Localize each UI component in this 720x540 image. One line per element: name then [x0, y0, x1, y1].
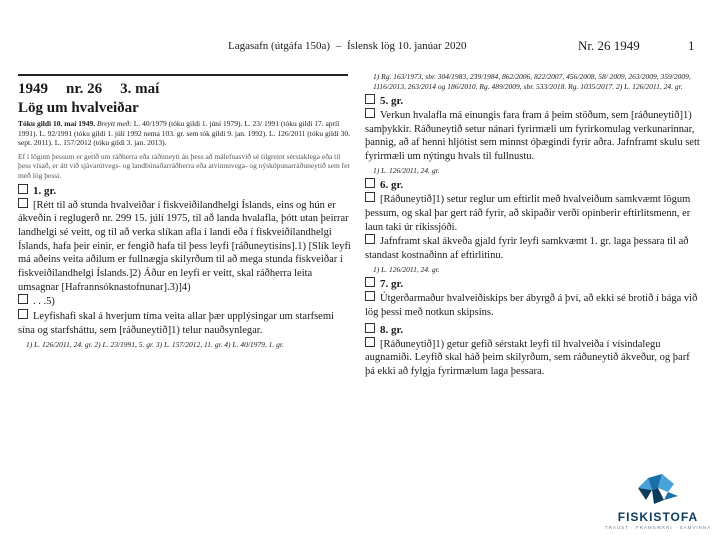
law-title: Lög um hvalveiðar	[18, 100, 139, 116]
ministry-note: Ef í lögum þessum er getið um ráðherra eða ráðuneyti án þess að málefnasvið sé tilgreint sérstaklega eða til þess vísað, er átt við sjávarútvegs- og landbúnaðarráðherra eða atvinnuvega- og nýsköpunarráðuneytið sem fer með lög þessi.	[18, 151, 350, 180]
section-heading: 6. gr.	[365, 178, 700, 192]
page-header	[0, 38, 720, 54]
paragraph: . . .5)	[18, 294, 352, 309]
bottom-fade	[0, 478, 600, 540]
fiskistofa-logo	[602, 470, 714, 536]
law-history	[18, 119, 352, 148]
paragraph: Verkun hvalafla má einungis fara fram á þeim stöðum, sem [ráðuneytið]1) samþykkir. Ráðuneytið setur nánari fyrirmæli um fyrirkomulag verkunarinnar, þannig, að af henni hljótist sem minnst óþægindi fyrir aðra. Jafnframt skulu sett fyrirmæli um nýtingu hvals til fullnustu.	[365, 110, 700, 163]
effective-label: Tóku gildi 10. maí 1949.	[18, 119, 96, 128]
section-heading: 7. gr.	[365, 277, 700, 291]
paragraph-box-icon	[18, 294, 28, 304]
paragraph-box-icon	[365, 337, 375, 347]
logo-shard	[638, 488, 652, 500]
paragraph-box-icon	[365, 234, 375, 244]
amendments-text: L. 40/1979 (tóku gildi 1. júní 1979). L. 23/ 1991 (tóku gildi 17. apríl 1991). L. 92/1991 (tóku gildi 1. júlí 1992 nema 103. gr. sem tók gildi 9. jan. 1992). L. 126/2011 (tóku gildi 30. sept. 2011). L. 157/2012 (tóku gildi 3. jan. 2013).	[18, 119, 350, 148]
logo-shard	[664, 492, 678, 500]
footnote: 1) L. 126/2011, 24. gr.	[373, 165, 440, 175]
paragraph: Leyfishafi skal á hverjum tíma veita allar þær upplýsingar um starfsemi sína og starfsháttu, sem [ráðuneytið]1) telur nauðsynlegar.	[18, 311, 334, 336]
law-heading	[18, 80, 352, 98]
header-source-line	[228, 40, 466, 52]
section-heading: 1. gr.	[18, 184, 352, 198]
paragraph-box-icon	[18, 309, 28, 319]
section-box-icon	[365, 277, 375, 287]
paragraph: Jafnframt skal ákveða gjald fyrir leyfi samkvæmt 1. gr. laga þessara til að standast kostnaðinn af eftirlitinu.	[365, 236, 689, 262]
section-box-icon	[18, 184, 28, 194]
logo-shard	[652, 488, 664, 504]
section-box-icon	[365, 178, 375, 188]
paragraph: [Rétt til að stunda hvalveiðar í fiskveiðilandhelgi Íslands, eins og hún er ákveðin í reglugerð nr. 299 15. júlí 1975, til að landa hvalafla, þótt utan þeirrar landhelgi sé veitt, og til að verka slíkan afla í landi eða í fiskveiðilandhelgi Íslands, hafa þeir einir, er fengið hafa til þess leyfi [ráðuneytisins].1) [Slík leyfi má aðeins veita aðilum er fullnægja skilyrðum til að mega stunda fiskveiðar í fiskveiðilandhelgi Íslands.]2) Áður en leyfi er veitt, skal ráðherra leita umsagnar [Hafrannsóknastofnunar].3)]4)	[18, 199, 351, 293]
footnote: 1) L. 126/2011, 24. gr. 2) L. 23/1991, 5. gr. 3) L. 157/2012, 11. gr. 4) L. 40/1979, 1. gr.	[26, 339, 284, 349]
header-separator: –	[335, 40, 342, 52]
paragraph-box-icon	[18, 198, 28, 208]
left-column	[18, 80, 352, 349]
law-year: 1949	[18, 81, 48, 97]
section-heading: 8. gr.	[365, 323, 700, 337]
footnote: 1) L. 126/2011, 24. gr.	[373, 264, 440, 274]
fish-mark-icon	[602, 470, 714, 510]
section-box-icon	[365, 323, 375, 333]
logo-name: FISKISTOFA	[617, 510, 699, 524]
paragraph: [Ráðuneytið]1) getur gefið sérstakt leyfi til hvalveiða í vísindalegu augnamiði. Leyfið skal háð þeim skilyrðum, sem ráðuneytið ákveður, og þarf þá ekki að fylgja fyrirmælum laga þessara.	[365, 338, 690, 378]
logo-tagline: TRAUST · FRAMSÆKNI · SAMVINNA	[604, 525, 712, 530]
paragraph-box-icon	[365, 192, 375, 202]
amended-label: Breytt með:	[96, 119, 132, 128]
law-number: nr. 26	[66, 81, 103, 97]
footnote: 1) Rg. 163/1973, sbr. 304/1983, 239/1984, 862/2006, 822/2007, 456/2008, 58/ 2009, 263/2009, 359/2009, 1116/2013, 263/2014 og 186/2010. Rg. 489/2009, sbr. 533/2018. Rg. 1035/2017. 2) L. 126/2011, 24. gr.	[373, 72, 691, 91]
paragraph-box-icon	[365, 108, 375, 118]
paragraph-box-icon	[365, 291, 375, 301]
paragraph: Útgerðarmaður hvalveiðiskips ber ábyrgð á því, að ekki sé brotið í bága við lög þessi með notkun skipsins.	[365, 293, 698, 319]
header-edition: Íslensk lög 10. janúar 2020	[347, 40, 467, 52]
title-rule	[18, 74, 348, 76]
paragraph: [Ráðuneytið]1) setur reglur um eftirlit með hvalveiðum samkvæmt lögum þessum, og skal þar gert ráð fyrir, að skipaðir verði opinberir eftirlitsmenn, er laun taki úr ríkissjóði.	[365, 194, 691, 233]
law-date: 3. maí	[120, 81, 160, 97]
header-source: Lagasafn (útgáfa 150a)	[228, 40, 331, 52]
section-heading: 5. gr.	[365, 94, 700, 108]
section-box-icon	[365, 94, 375, 104]
right-column	[365, 72, 700, 379]
header-page-number: 1	[688, 38, 695, 53]
header-law-number: Nr. 26 1949	[578, 38, 640, 53]
